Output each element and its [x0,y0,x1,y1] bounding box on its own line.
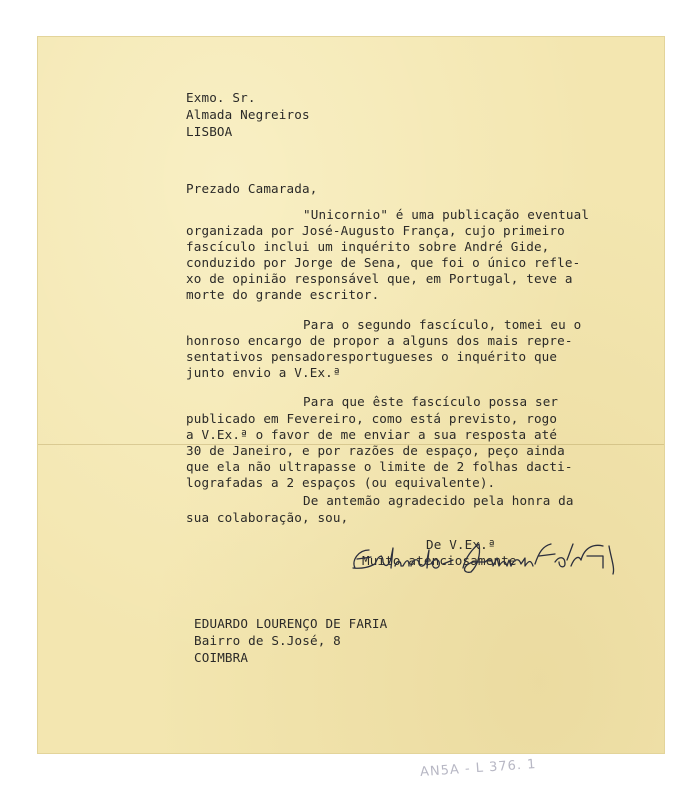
paragraph-3-line: que ela não ultrapasse o limite de 2 folhas dacti- [186,459,573,474]
paragraph-3-line: 30 de Janeiro, e por razões de espaço, peço ainda [186,443,565,458]
salutation: Prezado Camarada, [186,181,318,196]
paragraph-3-line: a V.Ex.ª o favor de me enviar a sua resposta até [186,427,558,442]
paragraph-4-line: De antemão agradecido pela honra da [303,493,574,508]
closing-line-1: De V.Ex.ª [426,537,496,552]
handwritten-signature [303,538,633,576]
sender-name: EDUARDO LOURENÇO DE FARIA [194,616,388,631]
paragraph-3-line: Para que êste fascículo possa ser [303,394,559,409]
paragraph-1-line: "Unicornio" é uma publicação eventual [303,207,590,222]
paragraph-2-line: junto envio a V.Ex.ª [186,365,341,380]
paragraph-1-line: fascículo inclui um inquérito sobre André Gide, [186,239,550,254]
paragraph-2-line: sentativos pensadoresportugueses o inquérito que [186,349,558,364]
paragraph-1-line: xo de opinião responsável que, em Portugal, teve a [186,271,573,286]
paragraph-3-line: publicado em Fevereiro, como está previsto, rogo [186,411,558,426]
paragraph-1-line: conduzido por Jorge de Sena, que foi o único refle- [186,255,581,270]
sender-street: Bairro de S.José, 8 [194,633,341,648]
paragraph-4-line: sua colaboração, sou, [186,510,349,525]
address-line-1: Exmo. Sr. [186,90,256,105]
sender-city: COIMBRA [194,650,249,665]
paragraph-2-line: Para o segundo fascículo, tomei eu o [303,317,582,332]
paragraph-2-line: honroso encargo de propor a alguns dos mais repre- [186,333,573,348]
paragraph-1-line: organizada por José-Augusto França, cujo primeiro [186,223,565,238]
paragraph-1-line: morte do grande escritor. [186,287,380,302]
closing-line-2: Muito atenciosamente [362,553,517,568]
pencil-archive-note: AN5A - L 376. 1 [419,756,537,781]
address-line-3: LISBOA [186,124,233,139]
address-line-2: Almada Negreiros [186,107,310,122]
paragraph-3-line: lografadas a 2 espaços (ou equivalente). [186,475,496,490]
